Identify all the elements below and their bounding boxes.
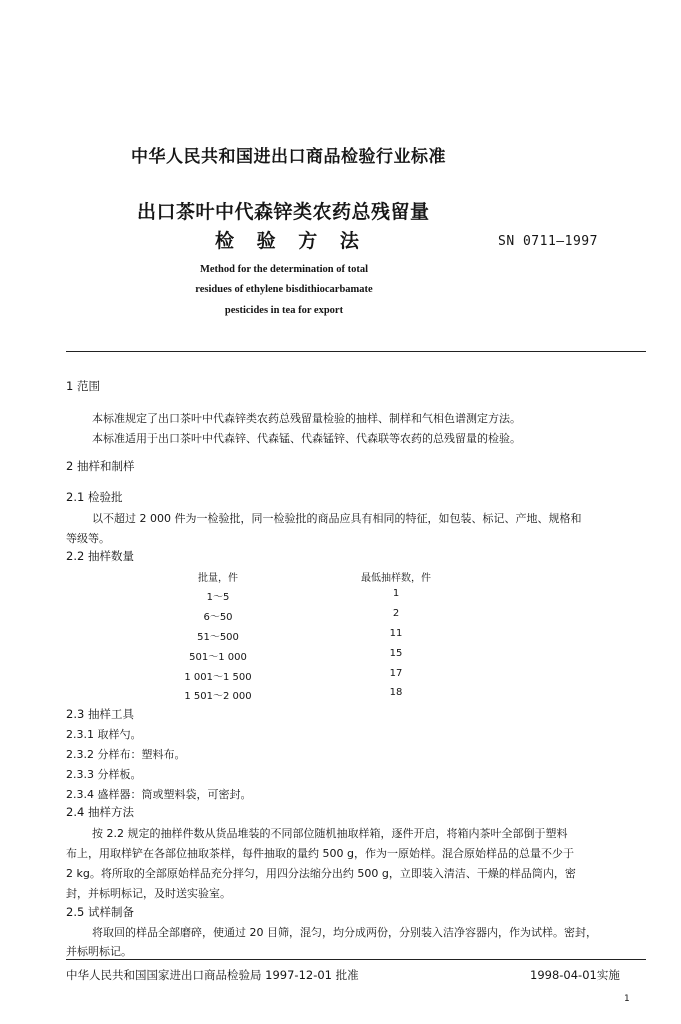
- table-cell-lot: 1 501～2 000: [184, 691, 252, 702]
- approval-line: 中华人民共和国国家进出口商品检验局 1997-12-01 批准: [66, 968, 359, 982]
- table-header-lot: 批量，件: [198, 573, 238, 584]
- section-2-4-paragraph-line-4: 封，并标明标记，及时送实验室。: [66, 887, 231, 900]
- table-cell-min: 2: [392, 608, 400, 619]
- page-number: 1: [624, 994, 630, 1004]
- header-divider: [66, 351, 646, 352]
- title-line-1: 出口茶叶中代森锌类农药总残留量: [137, 201, 430, 223]
- effective-date: 1998-04-01实施: [530, 968, 620, 982]
- table-cell-lot: 1～5: [206, 592, 230, 603]
- section-2-5-paragraph-line-1: 将取回的样品全部磨碎，使通过 20 目筛，混匀，均分成两份，分别装入洁净容器内，作为试样。密封，: [92, 926, 597, 939]
- section-2-2-heading: 2.2 抽样数量: [66, 549, 134, 563]
- issuing-organization: 中华人民共和国进出口商品检验行业标准: [131, 147, 446, 167]
- standard-number: SN 0711—1997: [498, 234, 598, 249]
- section-2-1-paragraph-line-1: 以不超过 2 000 件为一检验批，同一检验批的商品应具有相同的特征，如包装、标记、产地、规格和: [92, 512, 582, 525]
- section-1-paragraph-1: 本标准规定了出口茶叶中代森锌类农药总残留量检验的抽样、制样和气相色谱测定方法。: [92, 412, 521, 425]
- table-cell-lot: 1 001～1 500: [184, 672, 252, 683]
- english-title-line-1: Method for the determination of total: [199, 264, 369, 275]
- section-2-4-paragraph-line-1: 按 2.2 规定的抽样件数从货品堆装的不同部位随机抽取样箱，逐件开启，将箱内茶叶全部倒于塑料: [92, 827, 568, 840]
- table-cell-min: 18: [389, 687, 403, 698]
- table-cell-min: 11: [389, 628, 403, 639]
- footer-divider: [66, 959, 646, 960]
- table-cell-min: 17: [389, 668, 403, 679]
- section-2-5-paragraph-line-2: 并标明标记。: [66, 945, 132, 958]
- section-2-heading: 2 抽样和制样: [66, 459, 135, 473]
- section-1-paragraph-2: 本标准适用于出口茶叶中代森锌、代森锰、代森锰锌、代森联等农药的总残留量的检验。: [92, 432, 521, 445]
- english-title-line-3: pesticides in tea for export: [224, 305, 344, 316]
- section-2-1-heading: 2.1 检验批: [66, 490, 123, 504]
- english-title-line-2: residues of ethylene bisdithiocarbamate: [195, 284, 373, 295]
- table-cell-lot: 51～500: [197, 632, 239, 643]
- title-line-2: 检 验 方 法: [215, 230, 361, 252]
- section-2-3-2: 2.3.2 分样布：塑料布。: [66, 748, 186, 761]
- section-2-4-heading: 2.4 抽样方法: [66, 805, 134, 819]
- section-2-1-paragraph-line-2: 等级等。: [66, 532, 110, 545]
- table-cell-lot: 501～1 000: [189, 652, 247, 663]
- table-cell-lot: 6～50: [203, 612, 233, 623]
- section-2-4-paragraph-line-3: 2 kg。将所取的全部原始样品充分拌匀，用四分法缩分出约 500 g，立即装入清洁、干燥的样品筒内，密: [66, 867, 576, 880]
- section-2-3-1: 2.3.1 取样勺。: [66, 728, 142, 741]
- section-2-5-heading: 2.5 试样制备: [66, 905, 134, 919]
- section-1-heading: 1 范围: [66, 379, 100, 393]
- table-header-min-samples: 最低抽样数，件: [361, 573, 431, 584]
- table-cell-min: 15: [389, 648, 403, 659]
- section-2-3-heading: 2.3 抽样工具: [66, 707, 134, 721]
- section-2-3-3: 2.3.3 分样板。: [66, 768, 142, 781]
- section-2-3-4: 2.3.4 盛样器：筒或塑料袋，可密封。: [66, 788, 252, 801]
- table-cell-min: 1: [392, 588, 400, 599]
- section-2-4-paragraph-line-2: 布上，用取样铲在各部位抽取茶样，每件抽取的量约 500 g，作为一原始样。混合原始样品的总量不少于: [66, 847, 574, 860]
